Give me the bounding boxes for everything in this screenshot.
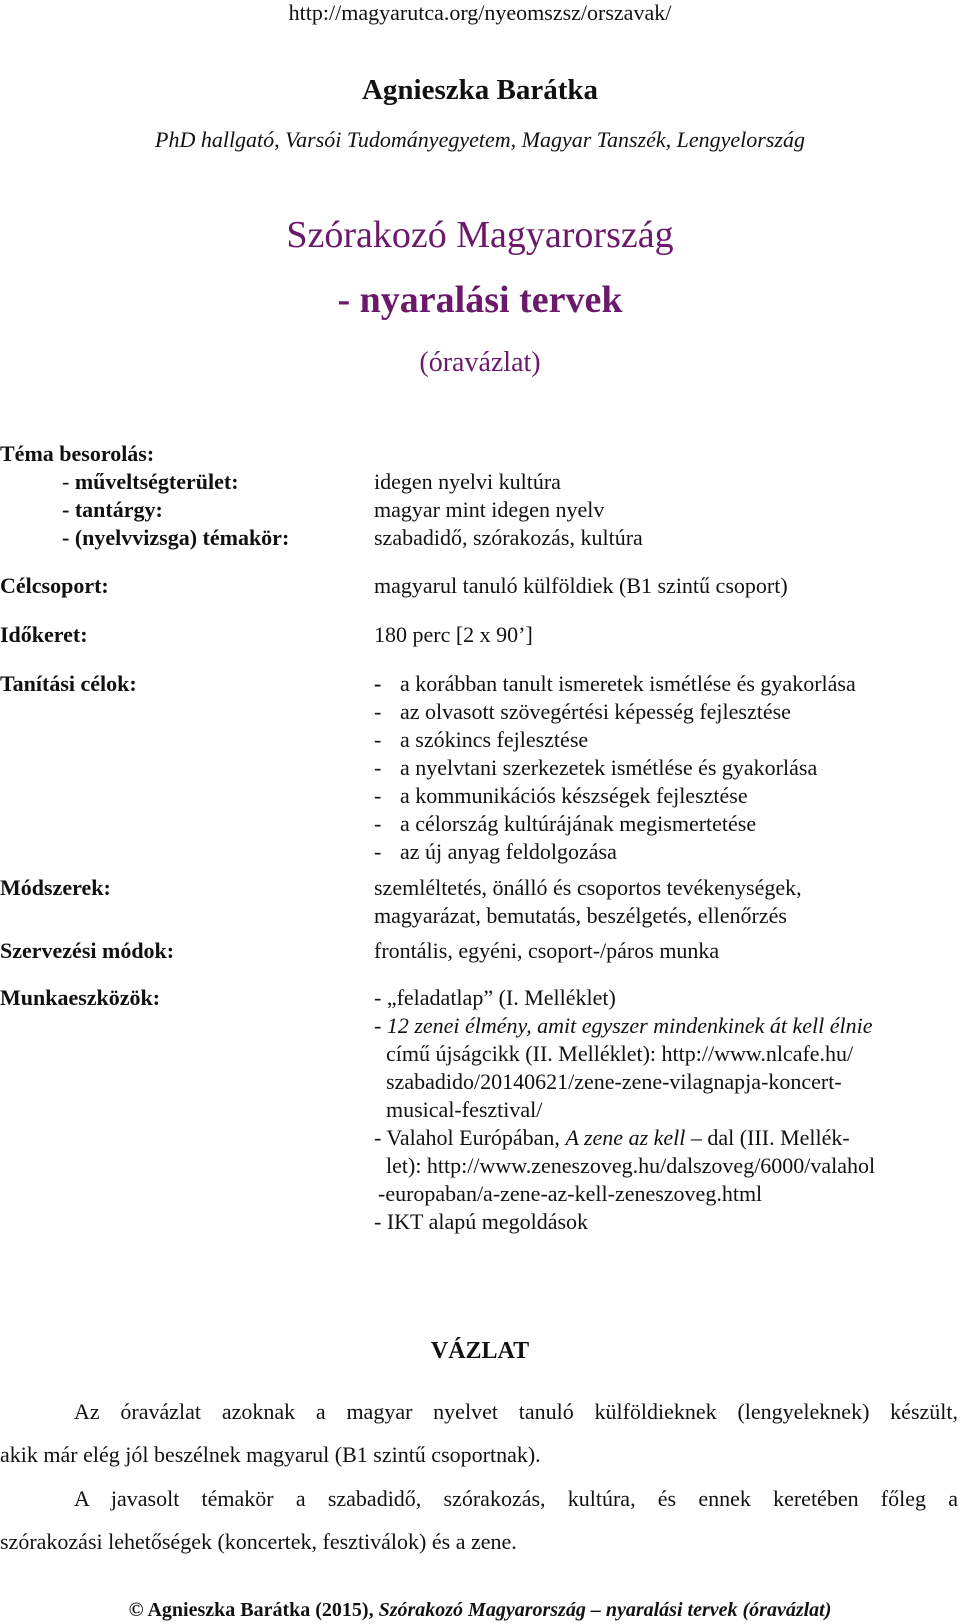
document-subtitle: - nyaralási tervek	[337, 279, 623, 321]
article-title: 12 zenei élmény, amit egyszer mindenkinek át kell élnie	[386, 1013, 873, 1038]
vazlat-heading: VÁZLAT	[430, 1338, 530, 1364]
dash-prefix: -	[62, 469, 75, 494]
list-item: a korábban tanult ismeretek ismétlése és gyakorlása	[400, 671, 856, 696]
song-suffix: – dal (III. Mellék-	[685, 1125, 850, 1150]
munkaeszkoz-item	[374, 1124, 850, 1152]
list-item: az új anyag feldolgozása	[400, 839, 617, 864]
paragraph-line: Az óravázlat azoknak a magyar nyelvet tanuló külföldieknek (lengyeleknek) készült,	[74, 1399, 958, 1424]
list-item: a nyelvtani szerkezetek ismétlése és gyakorlása	[400, 755, 818, 780]
list-dash: -	[374, 755, 382, 780]
munkaeszkoz-url-part: -europaban/a-zene-az-kell-zeneszoveg.html	[378, 1181, 763, 1206]
idokeret-value: 180 perc [2 x 90’]	[374, 622, 533, 647]
szervezesi-modok-value: frontális, egyéni, csoport-/páros munka	[374, 938, 720, 963]
szervezesi-modok-label: Szervezési módok:	[0, 938, 175, 963]
munkaeszkozok-label: Munkaeszközök:	[0, 985, 161, 1010]
tema-besorolas-label: Téma besorolás:	[0, 441, 155, 466]
list-item: a kommunikációs készségek fejlesztése	[400, 783, 748, 808]
modszerek-label: Módszerek:	[0, 875, 111, 900]
tantargy-value: magyar mint idegen nyelv	[374, 497, 605, 522]
song-prefix: - Valahol Európában,	[374, 1125, 566, 1150]
munkaeszkoz-item	[374, 1012, 873, 1040]
list-item: az olvasott szövegértési képesség fejlesztése	[400, 699, 791, 724]
list-dash: -	[374, 839, 382, 864]
copyright-prefix: © Agnieszka Barátka (2015),	[128, 1599, 379, 1621]
munkaeszkoz-url-part: szabadido/20140621/zene-zene-vilagnapja-koncert-	[386, 1069, 842, 1094]
muveltsegterulet-value: idegen nyelvi kultúra	[374, 469, 561, 494]
list-item: a célország kultúrájának megismertetése	[400, 811, 757, 836]
celcsoport-label: Célcsoport:	[0, 573, 109, 598]
muveltsegterulet-label-text: műveltségterület:	[74, 469, 239, 494]
author-affiliation: PhD hallgató, Varsói Tudományegyetem, Magyar Tanszék, Lengyelország	[155, 127, 805, 152]
copyright-title: Szórakozó Magyarország – nyaralási tervek (óravázlat)	[378, 1599, 832, 1621]
muveltsegterulet-label	[62, 468, 239, 496]
dash-prefix: -	[374, 1013, 387, 1038]
modszerek-value-line1: szemléltetés, önálló és csoportos tevékenységek,	[374, 875, 802, 900]
munkaeszkoz-item: - „feladatlap” (I. Melléklet)	[374, 985, 616, 1010]
celcsoport-value: magyarul tanuló külföldiek (B1 szintű csoport)	[374, 573, 788, 598]
munkaeszkoz-item: - IKT alapú megoldások	[374, 1209, 589, 1234]
list-dash: -	[374, 811, 382, 836]
document-type-label: (óravázlat)	[419, 347, 541, 378]
paragraph-line: szórakozási lehetőségek (koncertek, fesztiválok) és a zene.	[0, 1529, 517, 1554]
source-url[interactable]: http://magyarutca.org/nyeomszsz/orszavak/	[288, 0, 672, 25]
paragraph-line: akik már elég jól beszélnek magyarul (B1 szintű csoportnak).	[0, 1442, 541, 1467]
document-title: Szórakozó Magyarország	[286, 214, 674, 256]
author-name: Agnieszka Barátka	[361, 74, 599, 106]
list-dash: -	[374, 671, 382, 696]
song-title: A zene az kell	[565, 1125, 686, 1150]
munkaeszkoz-item-continued: című újságcikk (II. Melléklet): http://www.nlcafe.hu/	[386, 1041, 854, 1066]
idokeret-label: Időkeret:	[0, 622, 88, 647]
tantargy-label: - tantárgy:	[62, 497, 163, 522]
temakor-label: - (nyelvvizsga) témakör:	[62, 525, 290, 550]
munkaeszkoz-url-part: let): http://www.zeneszoveg.hu/dalszoveg/6000/valahol	[386, 1153, 876, 1178]
tanitasi-celok-label: Tanítási célok:	[0, 671, 137, 696]
list-item: a szókincs fejlesztése	[400, 727, 589, 752]
modszerek-value-line2: magyarázat, bemutatás, beszélgetés, ellenőrzés	[374, 903, 787, 928]
list-dash: -	[374, 727, 382, 752]
paragraph-line: A javasolt témakör a szabadidő, szórakozás, kultúra, és ennek keretében főleg a	[74, 1486, 958, 1511]
temakor-value: szabadidő, szórakozás, kultúra	[374, 525, 643, 550]
copyright-footer	[0, 1597, 960, 1623]
list-dash: -	[374, 783, 382, 808]
list-dash: -	[374, 699, 382, 724]
munkaeszkoz-url-part: musical-fesztival/	[386, 1097, 543, 1122]
